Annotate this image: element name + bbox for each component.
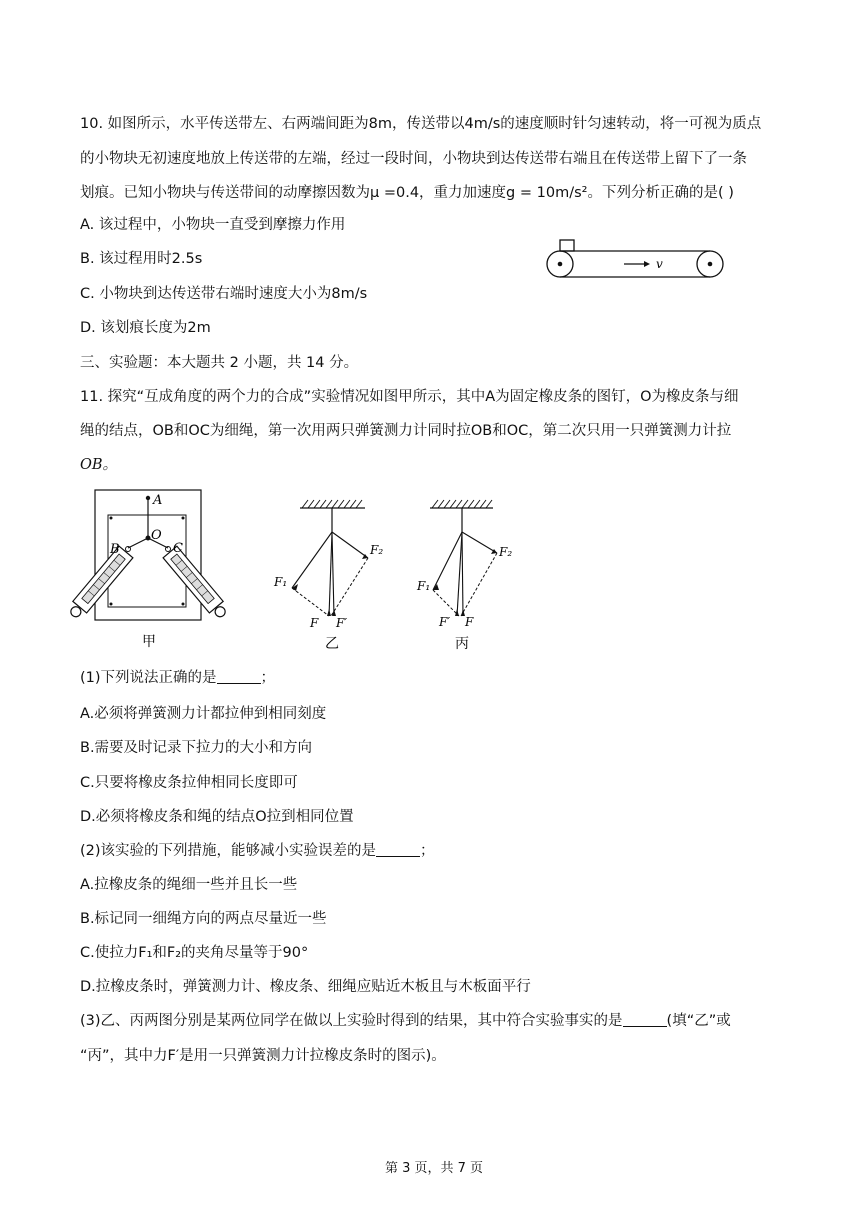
q11-p1-option-c: C.只要将橡皮条拉伸相同长度即可 [80,775,298,791]
label-o: O [151,528,162,543]
bing-label-f2: F₂ [499,545,513,559]
q10-line-3: 划痕。已知小物块与传送带间的动摩擦因数为μ =0.4，重力加速度g = 10m/s²。下列分析正确的是( ) [80,185,734,201]
q11-part1 [80,668,275,688]
q11-part3-tail: (填“乙”或 [666,1013,731,1029]
answer-blank-3[interactable] [623,1012,667,1027]
bing-label-fprime: F′ [439,615,451,629]
q10-option-d: D. 该划痕长度为2m [80,320,211,336]
label-c: C [173,541,183,556]
belt-velocity-label: v [656,257,663,271]
bing-label-f: F [465,615,474,629]
q11-p2-option-a: A.拉橡皮条的绳细一些并且长一些 [80,877,298,893]
q10-line-2: 的小物块无初速度地放上传送带的左端，经过一段时间，小物块到达传送带右端且在传送带上留下了一条 [80,151,747,167]
q11-p2-option-b: B.标记同一细绳方向的两点尽量近一些 [80,911,327,927]
q11-p1-option-a: A.必须将弹簧测力计都拉伸到相同刻度 [80,706,327,722]
caption-bing: 丙 [455,636,469,652]
bing-label-f1: F₁ [417,579,431,593]
yi-label-f: F [310,616,319,630]
q11-line-1: 11. 探究“互成角度的两个力的合成”实验情况如图甲所示，其中A为固定橡皮条的图钉，O为橡皮条与细 [80,389,739,405]
q10-line-1: 10. 如图所示，水平传送带左、右两端间距为8m，传送带以4m/s的速度顺时针匀速转动，将一可视为质点 [80,116,762,132]
q11-p2-option-d: D.拉橡皮条时，弹簧测力计、橡皮条、细绳应贴近木板且与木板面平行 [80,979,531,995]
q11-line-2: 绳的结点，OB和OC为细绳，第一次用两只弹簧测力计同时拉OB和OC，第二次只用一只弹簧测力计拉 [80,423,732,439]
q10-option-a: A. 该过程中，小物块一直受到摩擦力作用 [80,217,346,233]
q11-part3-line-2: “丙”，其中力F′是用一只弹簧测力计拉橡皮条时的图示)。 [80,1048,446,1064]
q11-part3 [80,1011,731,1031]
q11-part3-stem: (3)乙、丙两图分别是某两位同学在做以上实验时得到的结果，其中符合实验事实的是 [80,1013,623,1029]
figure-yi [270,498,400,653]
page-footer: 第 3 页，共 7 页 [384,1161,484,1176]
answer-blank-1[interactable] [217,669,261,684]
label-b: B [110,542,120,557]
q11-part2-stem: (2)该实验的下列措施，能够减小实验误差的是 [80,843,377,859]
q10-option-c: C. 小物块到达传送带右端时速度大小为8m/s [80,286,368,302]
label-a: A [153,493,163,508]
q11-part2-tail: ； [420,843,435,859]
answer-blank-2[interactable] [376,842,420,857]
yi-label-fprime: F′ [336,616,348,630]
q11-part2 [80,841,435,861]
conveyor-belt-figure [540,232,730,284]
section-3-heading: 三、实验题：本大题共 2 小题，共 14 分。 [80,355,359,371]
caption-jia: 甲 [142,634,156,650]
q11-p1-option-b: B.需要及时记录下拉力的大小和方向 [80,740,313,756]
yi-label-f2: F₂ [370,543,384,557]
q11-part1-tail: ； [260,670,276,686]
q11-p2-option-c: C.使拉力F₁和F₂的夹角尽量等于90° [80,945,309,961]
figure-bing [405,498,535,653]
yi-label-f1: F₁ [274,575,288,589]
caption-yi: 乙 [325,636,339,652]
q11-line-3: OB。 [80,457,118,473]
q10-option-b: B. 该过程用时2.5s [80,251,203,267]
q11-part1-stem: (1)下列说法正确的是 [80,670,217,686]
q11-p1-option-d: D.必须将橡皮条和绳的结点O拉到相同位置 [80,809,354,825]
figure-jia [78,486,228,651]
